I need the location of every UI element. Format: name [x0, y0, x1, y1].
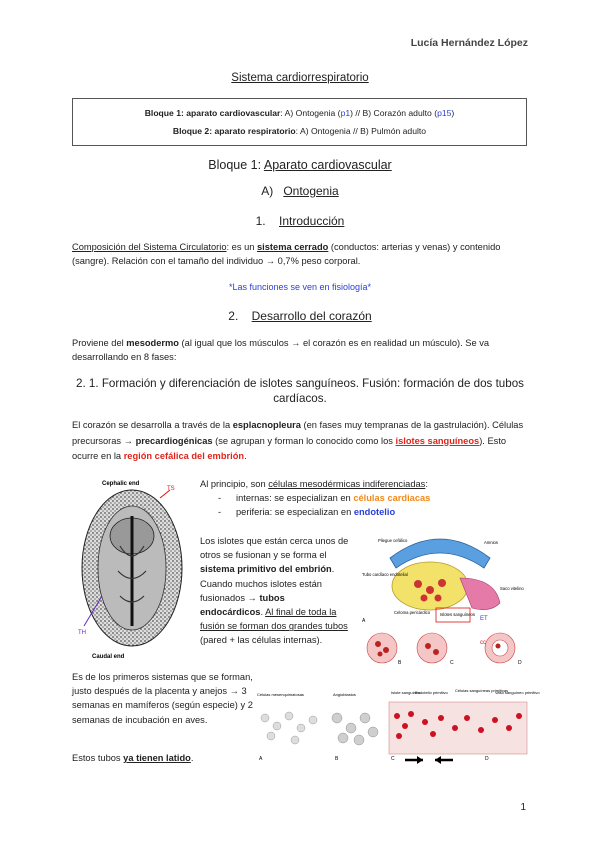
svg-text:D: D — [485, 756, 489, 762]
summary-label-1: Bloque 1: aparato cardiovascular — [144, 108, 281, 118]
label-pliegue: Pliegue cefálico — [378, 538, 408, 543]
svg-text:Células sanguíneas primitivas: Células sanguíneas primitivas — [455, 688, 509, 693]
cell-fate-list — [200, 491, 530, 519]
page-number: 1 — [520, 802, 526, 813]
svg-text:Angioblastos: Angioblastos — [333, 692, 356, 697]
svg-text:C: C — [450, 660, 454, 666]
svg-text:Células mesenquimatosas: Células mesenquimatosas — [257, 692, 304, 697]
list-item: - internas: se especializan en células cardiacas — [218, 491, 530, 505]
heart-annotation-et: ET — [480, 616, 488, 622]
svg-text:cc: cc — [480, 640, 486, 646]
vessel-formation-figure — [255, 688, 540, 770]
list-item: - periferia: se especializan en endotelio — [218, 505, 530, 519]
summary-box — [72, 98, 527, 146]
svg-text:A: A — [362, 618, 366, 624]
svg-text:D: D — [518, 660, 522, 666]
bloque1-heading: Bloque 1: Aparato cardiovascular — [208, 158, 392, 172]
mesodermo-paragraph: Proviene del mesodermo (al igual que los músculos → el corazón es en realidad un músculo). Se va desarrollando en 8 fases: — [72, 338, 490, 362]
caudal-end-label: Caudal end — [92, 654, 125, 660]
summary-row-1: Bloque 1: aparato cardiovascular: A) Ontogenia (p1) // B) Corazón adulto (p15) — [144, 108, 455, 118]
latido-paragraph: Estos tubos ya tienen latido. — [72, 753, 194, 763]
section-a-heading: A) Ontogenia — [261, 184, 339, 198]
label-saco: Saco vitelino — [500, 586, 524, 591]
label-islotes: Islotes sanguíneos — [440, 612, 475, 617]
label-celoma: Celoma pericárdico — [394, 610, 431, 615]
intro-paragraph: Composición del Sistema Circulatorio: es un sistema cerrado (conductos: arterias y venas) y contenido (sangre). Relación con el tamaño del individuo → 0,7% peso corporal. — [72, 242, 501, 266]
subsection-2-1-heading: 2. 1. Formación y diferenciación de islotes sanguíneos. Fusión: formación de dos tubos cardíacos. — [76, 377, 524, 405]
summary-label-2: Bloque 2: aparato respiratorio — [172, 126, 296, 136]
embryo-annotation-th: TH — [78, 630, 86, 636]
svg-text:Islote sanguíneo: Islote sanguíneo — [391, 690, 421, 695]
embryo-annotation-ts: TS — [167, 486, 175, 492]
svg-text:A: A — [259, 756, 263, 762]
svg-text:Vaso sanguíneo primitivo: Vaso sanguíneo primitivo — [495, 690, 540, 695]
svg-text:B: B — [335, 756, 339, 762]
embryo-figure — [72, 476, 190, 664]
primeros-sistemas-paragraph: Es de los primeros sistemas que se forman, justo después de la placenta y anejos → 3 semanas en mamíferos (según especie) y 2 semanas de incubación en aves. — [72, 672, 253, 725]
page-link-p1[interactable]: p1 — [340, 108, 351, 118]
document-title: Sistema cardiorrespiratorio — [231, 72, 369, 84]
section-1-heading: 1. Introducción — [255, 214, 345, 228]
cephalic-end-label: Cephalic end — [102, 481, 140, 487]
summary-row-2: Bloque 2: aparato respiratorio: A) Ontogenia // B) Pulmón adulto — [172, 126, 427, 136]
svg-text:C: C — [391, 756, 395, 762]
page-link-p15[interactable]: p15 — [437, 108, 452, 118]
esplacnopleura-paragraph: El corazón se desarrolla a través de la esplacnopleura (en fases muy tempranas de la gastrulación). Células precursoras → precardiogénicas (se agrupan y forman lo conocido como los islotes sanguíneos). Esto ocurre en la región cefálica del embrión. — [72, 420, 524, 461]
label-amnios: Amnios — [484, 540, 498, 545]
mesodermicas-paragraph: Al principio, son células mesodérmicas indiferenciadas: - internas: se especializan en células cardiacas - periferia: se especializan en endotelio — [200, 477, 530, 519]
heart-development-figure — [360, 528, 528, 668]
author-name: Lucía Hernández López — [410, 37, 528, 49]
label-tubo: Tubo cardíaco endotelial — [362, 572, 408, 577]
islotes-paragraph: Los islotes que están cerca unos de otros se fusionan y se forma el sistema primitivo del embrión. Cuando muchos islotes están fusionados → tubos endocárdicos. Al final de toda la fusión se forman dos grandes tubos (pared + las células internas). — [200, 536, 349, 646]
section-2-heading: 2. Desarrollo del corazón — [228, 309, 372, 323]
svg-text:B: B — [398, 660, 402, 666]
note-text: *Las funciones se ven en fisiología* — [228, 282, 372, 292]
svg-text:Endotelio primitivo: Endotelio primitivo — [415, 690, 448, 695]
